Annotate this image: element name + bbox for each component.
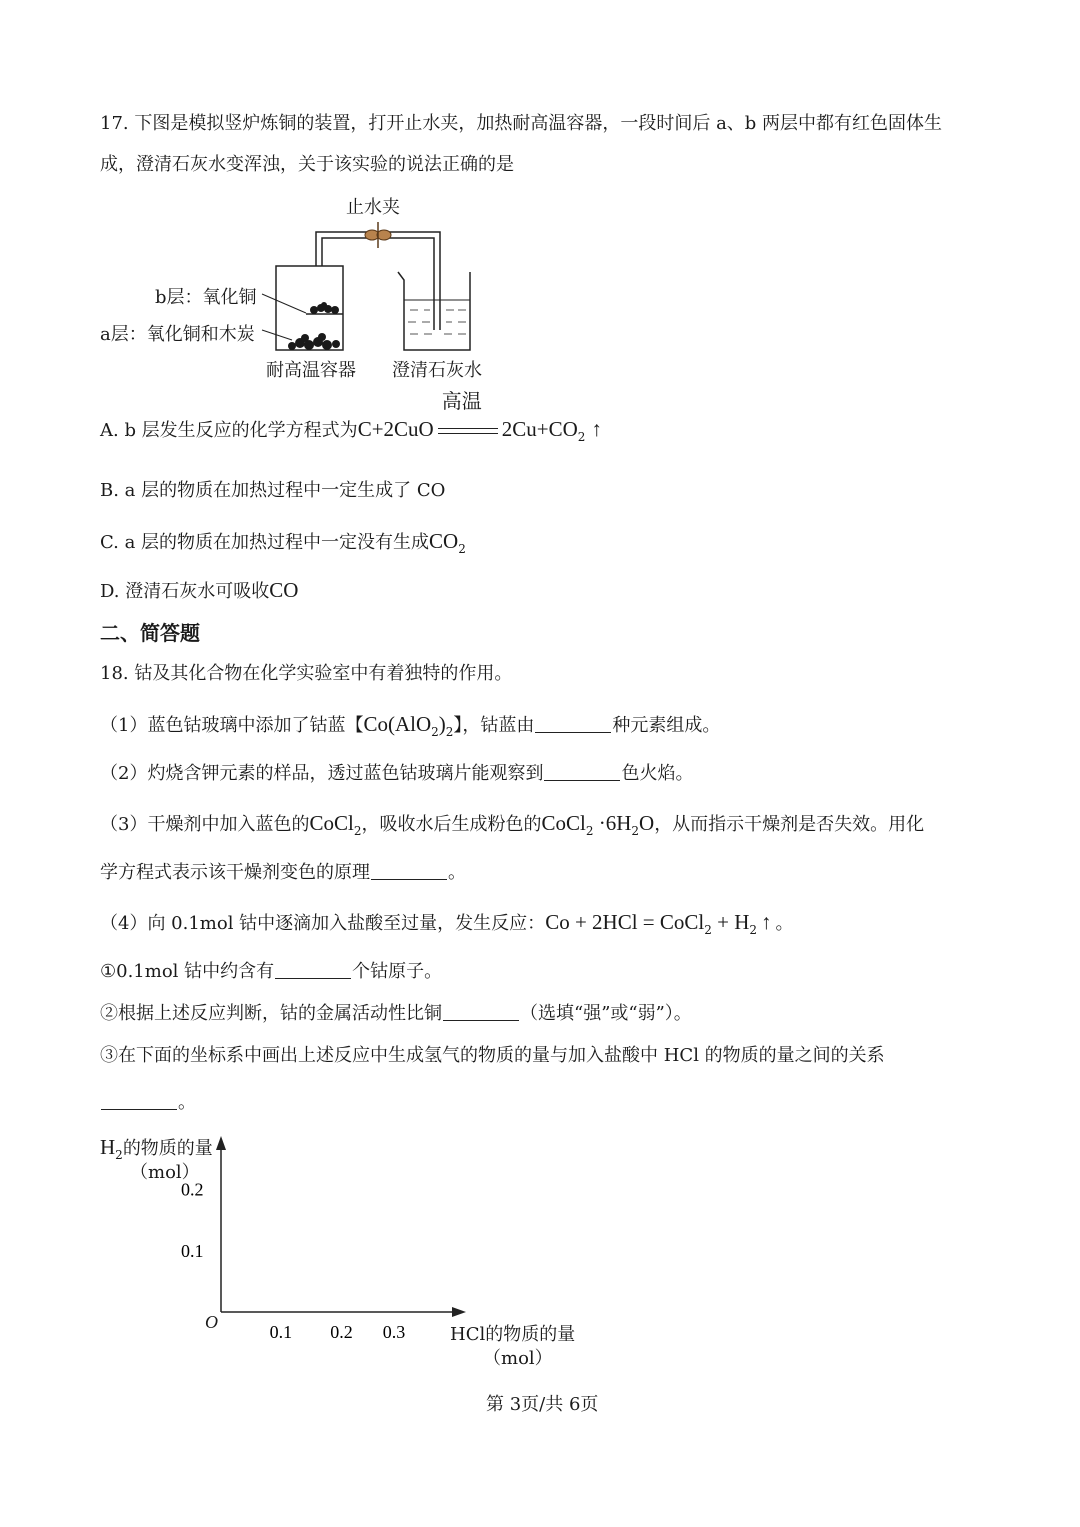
a-layer-label: a层：氧化铜和木炭 bbox=[100, 324, 255, 345]
option-a-lhs: C+2CuO bbox=[357, 417, 434, 441]
q18-sub1: ①0.1mol 钴中约含有 个钴原子。 bbox=[100, 961, 443, 982]
option-a-prefix: A. b 层发生反应的化学方程式为 bbox=[100, 420, 358, 441]
option-d[interactable]: D. 澄清石灰水可吸收CO bbox=[100, 578, 299, 602]
x-tick-label: 0.2 bbox=[330, 1322, 353, 1342]
x-axis-label: HCl的物质的量 bbox=[450, 1324, 576, 1345]
section-title: 二、简答题 bbox=[100, 621, 200, 645]
y-tick-label: 0.1 bbox=[181, 1240, 204, 1261]
q18-intro: 18. 钴及其化合物在化学实验室中有着独特的作用。 bbox=[100, 663, 513, 684]
option-c[interactable]: C. a 层的物质在加热过程中一定没有生成$CO_2$ bbox=[100, 529, 466, 556]
option-b[interactable]: B. a 层的物质在加热过程中一定生成了 CO bbox=[100, 480, 446, 501]
q17-stem-line1: 17. 下图是模拟竖炉炼铜的装置，打开止水夹，加热耐高温容器，一段时间后 a、b 两层中都有红色固体生 bbox=[100, 113, 943, 134]
q17-stem-line2: 成，澄清石灰水变浑浊，关于该实验的说法正确的是 bbox=[100, 154, 514, 175]
up-arrow-icon: ↑ bbox=[591, 417, 602, 441]
page-number: 第 3页/共 6页 bbox=[486, 1394, 599, 1415]
q18-part3: （3）干燥剂中加入蓝色的CoCl$_2$，吸收水后生成粉色的CoCl$_2$ $\cdot 6H_2O$，从而指示干燥剂是否失效。用化 bbox=[100, 811, 925, 838]
beaker-label: 澄清石灰水 bbox=[392, 360, 482, 381]
origin-label: O bbox=[205, 1312, 218, 1332]
y-axis-label: $H_2$的物质的量 bbox=[100, 1135, 213, 1162]
q18-part2: （2）灼烧含钾元素的样品，透过蓝色钴玻璃片能观察到 色火焰。 bbox=[100, 763, 694, 784]
y-tick-label: 0.2 bbox=[181, 1179, 204, 1200]
q18-sub3-line2: 。 bbox=[100, 1090, 196, 1116]
option-a-rhs: 2Cu+CO bbox=[501, 417, 578, 441]
q18-part4: （4）向 0.1mol 钴中逐滴加入盐酸至过量，发生反应：Co + 2HCl = CoCl$_2$ + $H_2$ ↑ 。 bbox=[100, 910, 794, 937]
high-temp-condition: 高温 bbox=[434, 418, 502, 444]
y-axis-arrow-icon bbox=[216, 1136, 226, 1150]
b-layer-label: b层：氧化铜 bbox=[155, 287, 257, 308]
q18-part1: （1）蓝色钴玻璃中添加了钴蓝【$Co(AlO_2)_2$】，钴蓝由 种元素组成。 bbox=[100, 712, 721, 739]
up-arrow-icon: ↑ bbox=[761, 910, 772, 934]
x-tick-label: 0.3 bbox=[382, 1322, 406, 1342]
q18-sub2: ②根据上述反应判断，钴的金属活动性比铜 （选填“强”或“弱”）。 bbox=[100, 1003, 692, 1024]
x-axis-unit: （mol） bbox=[483, 1348, 553, 1369]
q18-part3-line2: 学方程式表示该干燥剂变色的原理 。 bbox=[100, 862, 466, 883]
x-axis-arrow-icon bbox=[452, 1307, 466, 1317]
option-a[interactable]: A. b 层发生反应的化学方程式为C+2CuO 高温 $2Cu+CO_2$ ↑ bbox=[100, 389, 602, 444]
q18-sub3: ③在下面的坐标系中画出上述反应中生成氢气的物质的量与加入盐酸中 HCl 的物质的量之间的关系 bbox=[100, 1045, 885, 1066]
clamp-label: 止水夹 bbox=[346, 197, 400, 218]
y-axis-unit: （mol） bbox=[130, 1162, 200, 1183]
x-tick-label: 0.1 bbox=[269, 1322, 293, 1342]
container-label: 耐高温容器 bbox=[266, 360, 356, 381]
